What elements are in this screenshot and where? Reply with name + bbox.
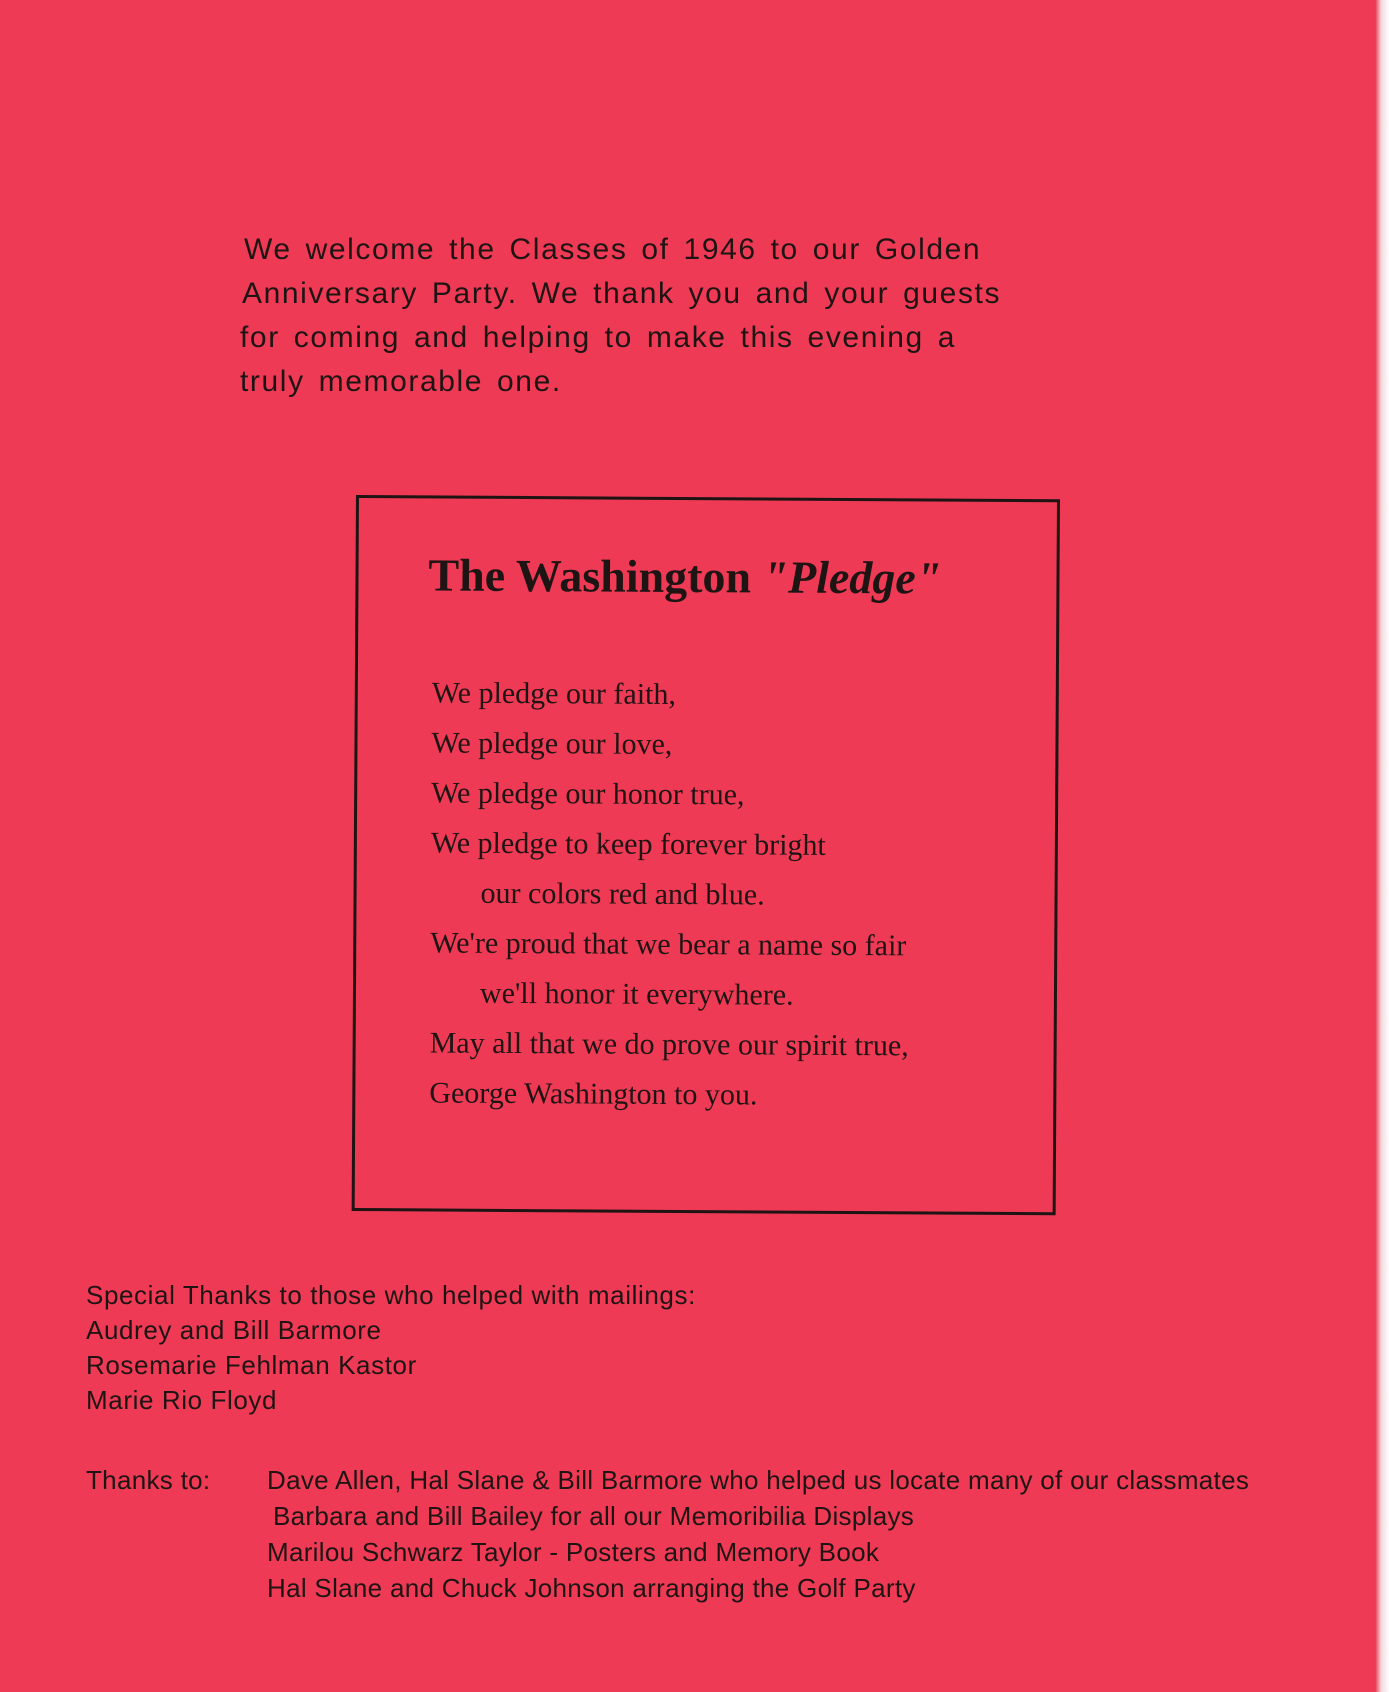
welcome-paragraph [240,228,1120,404]
welcome-line: We welcome the Classes of 1946 to our Golden [244,233,982,266]
thanks-to-item: Barbara and Bill Bailey for all our Memoribilia Displays [273,1501,915,1531]
pledge-line: we'll honor it everywhere. [479,976,794,1012]
special-thanks-name: Rosemarie Fehlman Kastor [86,1350,417,1380]
special-thanks-name: Marie Rio Floyd [86,1385,278,1415]
thanks-to-list [267,1462,1249,1606]
pledge-title-main: The Washington [428,549,752,603]
pledge-line: We pledge our honor true, [431,776,745,812]
pledge-verse [429,668,911,1121]
thanks-to-item: Marilou Schwarz Taylor - Posters and Memory Book [267,1537,880,1567]
thanks-to-item: Hal Slane and Chuck Johnson arranging the Golf Party [267,1573,916,1603]
pledge-line: We pledge to keep forever bright [430,826,826,862]
special-thanks [86,1278,696,1418]
pledge-line: George Washington to you. [429,1076,758,1112]
pledge-title-quoted: "Pledge" [762,551,942,604]
paper-edge [1375,0,1389,1692]
thanks-to-item: Dave Allen, Hal Slane & Bill Barmore who helped us locate many of our classmates [267,1465,1250,1495]
pledge-line: our colors red and blue. [480,876,765,912]
pledge-title [428,548,941,604]
welcome-line: truly memorable one. [240,365,562,398]
special-thanks-heading: Special Thanks to those who helped with mailings: [86,1280,696,1310]
thanks-to-label: Thanks to: [86,1465,211,1495]
pledge-line: We pledge our love, [431,726,673,761]
welcome-line: Anniversary Party. We thank you and your guests [242,277,1002,310]
special-thanks-name: Audrey and Bill Barmore [86,1315,382,1345]
pledge-line: We pledge our faith, [431,676,677,711]
welcome-line: for coming and helping to make this evening a [240,321,957,354]
pledge-box [352,495,1060,1215]
pledge-line: May all that we do prove our spirit true, [429,1026,909,1063]
pledge-line: We're proud that we bear a name so fair [430,926,907,963]
